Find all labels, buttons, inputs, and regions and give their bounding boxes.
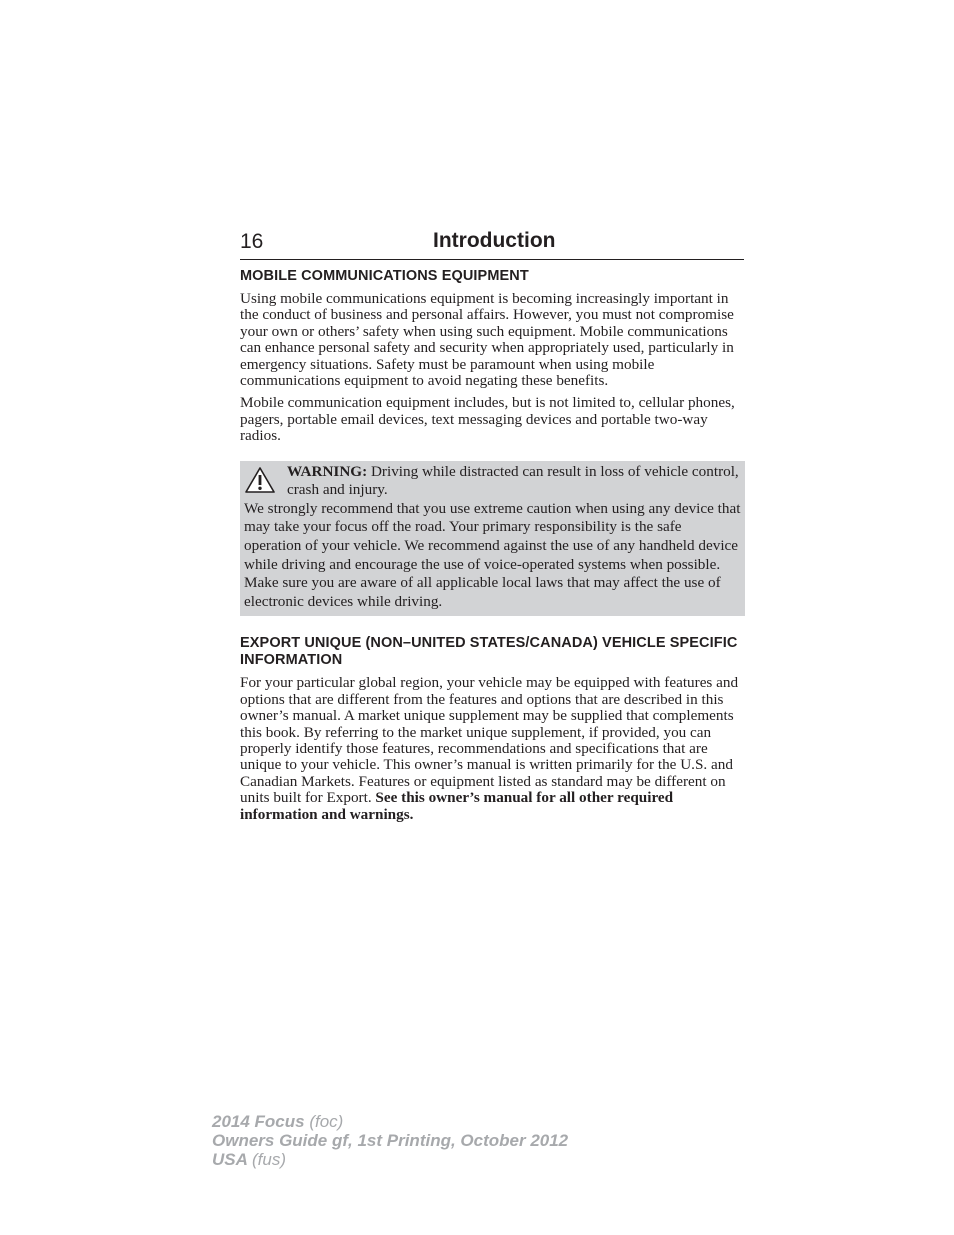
page-header <box>240 228 744 260</box>
mobile-paragraph-2: Mobile communication equipment includes, but is not limited to, cellular phones, pagers, portable email devices, text messaging devices and portable two-way radios. <box>240 394 735 445</box>
footer-model-code: (foc) <box>309 1112 344 1131</box>
footer-region-line <box>212 1150 568 1169</box>
warning-box <box>240 461 745 617</box>
export-paragraph-text: For your particular global region, your vehicle may be equipped with features and options that are different from the features and options that are described in this owner’s manual. A market unique supplement may be supplied that complements this book. By referring to the market unique supplement, if provided, you can properly identify those features, recommendations and specifications that are unique to your vehicle. This owner’s manual is written primarily for the U.S. and Canadian Markets. Features or equipment listed as standard may be different on units built for Export. <box>240 674 739 807</box>
mobile-paragraph-1: Using mobile communications equipment is becoming increasingly important in the conduct of business and personal affairs. However, you must not compromise your own or others’ safety when using such equipment. Mobile communications can enhance personal safety and security when appropriately used, particularly in emergency situations. Safety must be paramount when using mobile communications equipment to avoid negating these benefits. <box>240 290 734 390</box>
warning-body: We strongly recommend that you use extreme caution when using any device that may take your focus off the road. Your primary responsibility is the safe operation of your vehicle. We recommend against the use of any handheld device while driving and encourage the use of voice-operated systems when possible. Make sure you are aware of all applicable local laws that may affect the use of electronic devices while driving. <box>244 499 741 610</box>
footer <box>212 1112 568 1169</box>
warning-lead-text: Driving while distracted can result in loss of vehicle control, crash and injury. <box>287 462 739 499</box>
export-heading: EXPORT UNIQUE (NON–UNITED STATES/CANADA) VEHICLE SPECIFIC INFORMATION <box>240 635 738 669</box>
warning-label: WARNING: <box>287 462 368 480</box>
export-paragraph-emphasis: See this owner’s manual for all other required information and warnings. <box>240 789 674 823</box>
footer-region-code: (fus) <box>252 1150 286 1169</box>
warning-lead <box>280 463 741 500</box>
footer-guide: Owners Guide gf, 1st Printing, October 2012 <box>212 1131 569 1150</box>
mobile-heading: MOBILE COMMUNICATIONS EQUIPMENT <box>240 268 529 284</box>
page-number: 16 <box>240 230 264 253</box>
footer-region: USA <box>212 1150 248 1169</box>
export-paragraph <box>240 675 745 823</box>
footer-model-line <box>212 1112 568 1131</box>
section-title: Introduction <box>433 229 556 252</box>
footer-model: 2014 Focus <box>212 1112 305 1131</box>
page-content <box>240 268 745 829</box>
warning-triangle-icon <box>244 463 280 500</box>
